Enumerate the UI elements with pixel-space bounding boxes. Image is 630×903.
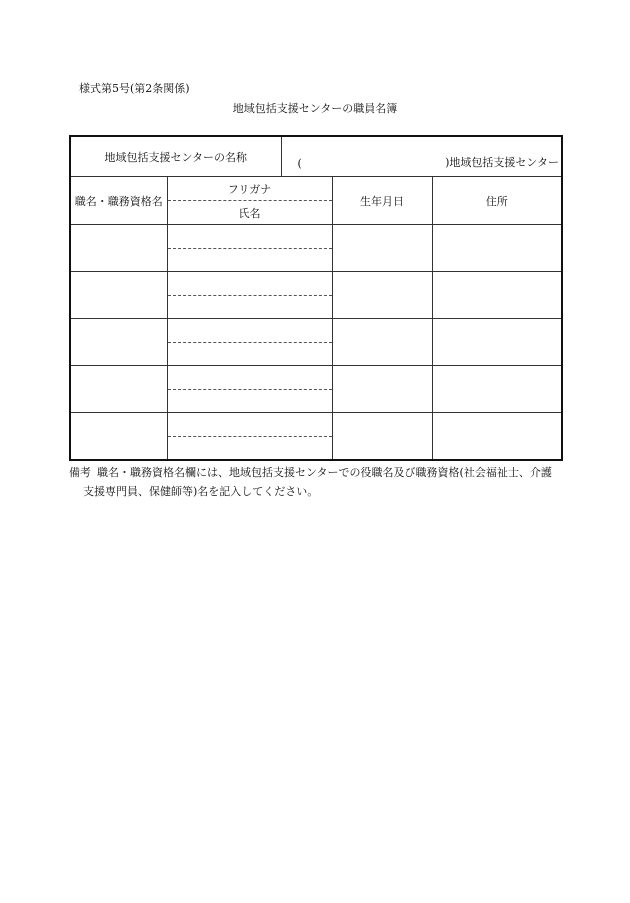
furigana-field[interactable] xyxy=(168,366,332,390)
position-field[interactable] xyxy=(70,225,167,272)
name-cell xyxy=(167,413,332,461)
furigana-field[interactable] xyxy=(168,413,332,437)
header-birthdate: 生年月日 xyxy=(332,177,432,225)
staff-row xyxy=(70,225,562,272)
name-cell xyxy=(167,225,332,272)
staff-row xyxy=(70,413,562,461)
birthdate-field[interactable] xyxy=(332,272,432,319)
center-name-paren-open: ( xyxy=(297,157,302,170)
center-name-label: 地域包括支援センターの名称 xyxy=(70,136,281,177)
center-name-row xyxy=(70,136,562,177)
birthdate-field[interactable] xyxy=(332,413,432,461)
header-furigana: フリガナ xyxy=(168,177,332,201)
remarks-label: 備考 xyxy=(69,466,91,479)
name-cell xyxy=(167,319,332,366)
staff-row xyxy=(70,319,562,366)
center-name-field[interactable] xyxy=(281,136,562,177)
remarks xyxy=(69,463,561,501)
staff-roster-table xyxy=(69,135,563,461)
header-name: 氏名 xyxy=(238,206,261,220)
address-field[interactable] xyxy=(432,225,562,272)
center-name-suffix: )地域包括支援センター xyxy=(445,156,559,169)
staff-row xyxy=(70,366,562,413)
address-field[interactable] xyxy=(432,319,562,366)
header-position: 職名・職務資格名 xyxy=(70,177,167,225)
address-field[interactable] xyxy=(432,413,562,461)
name-field[interactable] xyxy=(168,390,332,413)
birthdate-field[interactable] xyxy=(332,319,432,366)
address-field[interactable] xyxy=(432,272,562,319)
furigana-field[interactable] xyxy=(168,272,332,296)
header-name-cell xyxy=(167,177,332,225)
remarks-line-2: 支援専門員、保健師等)名を記入してください。 xyxy=(83,485,319,498)
position-field[interactable] xyxy=(70,272,167,319)
document-title: 地域包括支援センターの職員名簿 xyxy=(232,102,398,115)
birthdate-field[interactable] xyxy=(332,366,432,413)
name-field[interactable] xyxy=(168,296,332,319)
position-field[interactable] xyxy=(70,319,167,366)
name-field[interactable] xyxy=(168,249,332,272)
header-row xyxy=(70,177,562,225)
position-field[interactable] xyxy=(70,366,167,413)
name-cell xyxy=(167,366,332,413)
name-field[interactable] xyxy=(168,343,332,366)
name-field[interactable] xyxy=(168,437,332,460)
name-cell xyxy=(167,272,332,319)
furigana-field[interactable] xyxy=(168,319,332,343)
birthdate-field[interactable] xyxy=(332,225,432,272)
form-number: 様式第5号(第2条関係) xyxy=(79,82,190,95)
address-field[interactable] xyxy=(432,366,562,413)
position-field[interactable] xyxy=(70,413,167,461)
staff-row xyxy=(70,272,562,319)
header-address: 住所 xyxy=(432,177,562,225)
furigana-field[interactable] xyxy=(168,225,332,249)
remarks-line-1: 職名・職務資格名欄には、地域包括支援センターでの役職名及び職務資格(社会福祉士、介護 xyxy=(97,466,552,479)
